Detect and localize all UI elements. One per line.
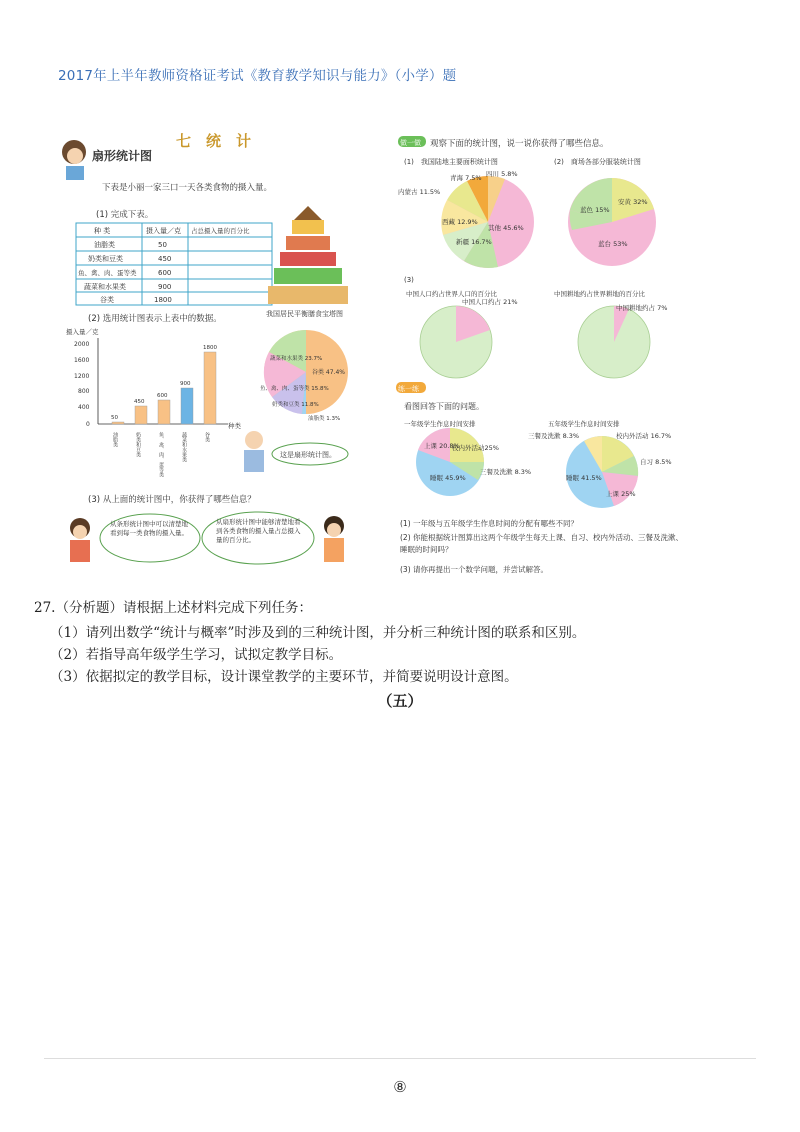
clothing-pie-chart	[568, 178, 656, 266]
bar-category-label: 谷类	[204, 432, 210, 442]
exercise-prompt: 看图回答下面的问题。	[404, 402, 484, 411]
bar-value-label: 450	[134, 399, 145, 405]
bar-value-label: 900	[180, 381, 191, 387]
table-header-type: 种 类	[94, 227, 111, 235]
table-cell: 900	[158, 283, 172, 291]
bar	[135, 406, 147, 424]
task2-text: (2) 选用统计图表示上表中的数据。	[88, 314, 222, 324]
bar-y-axis-label: 摄入量／克	[66, 328, 99, 336]
chart4-title: 一年级学生作息时间安排	[404, 420, 476, 428]
c2-label-3: 蓝台 53%	[598, 240, 628, 248]
bar-value-label: 600	[157, 393, 168, 399]
chapter-title: 七 统 计	[176, 132, 252, 150]
c3b-label: 中国耕地约占 7%	[616, 304, 668, 312]
bar-y-tick: 0	[86, 421, 90, 428]
food-pyramid-illustration	[268, 206, 348, 304]
pyramid-caption: 我国居民平衡膳食宝塔图	[266, 310, 343, 318]
question-27-item-3: （3）依据拟定的教学目标，设计课堂教学的主要环节，并简要说明设计意图。	[50, 669, 518, 685]
c5-label-selfstudy: 自习 8.5%	[640, 458, 672, 466]
c1-label-xinjiang: 新疆 16.7%	[456, 238, 492, 246]
bar-y-tick: 1200	[74, 373, 90, 380]
c4-label-meals: 三餐及洗漱 8.3%	[480, 468, 532, 476]
bar-value-label: 50	[111, 415, 118, 421]
panel-question-1: (1) 一年级与五年级学生作息时间的分配有哪些不同？	[400, 519, 579, 528]
food-intake-table	[76, 223, 272, 305]
bar	[112, 422, 124, 424]
bar-category-label: 鱼、禽、肉、蛋等类	[158, 432, 164, 477]
c1-label-xizang: 西藏 12.9%	[442, 218, 478, 226]
bar-y-tick: 1600	[74, 357, 90, 364]
c1-label-neimenggu: 内蒙古 11.5%	[398, 188, 441, 196]
bar-value-label: 1800	[203, 345, 217, 351]
question-27-intro: 27.（分析题）请根据上述材料完成下列任务：	[34, 600, 312, 616]
intake-pie-chart	[260, 330, 348, 422]
bar	[181, 388, 193, 424]
pie-label-oil: 油脂类 1.3%	[308, 416, 341, 422]
pie-label-veg: 蔬菜和水果类 23.7%	[270, 356, 323, 362]
table-header-intake: 摄入量／克	[146, 227, 181, 235]
boy-illustration	[70, 518, 90, 562]
chart1-title: (1) 我国陆地主要面积统计图	[404, 158, 498, 166]
speech-bubble-pie-chart: 从扇形统计图中能够清楚地看到各类食物的摄入量占总摄入量的百分比。	[216, 518, 301, 544]
table-cell: 600	[158, 269, 172, 277]
section-heading-five: （五）	[377, 692, 423, 710]
c2-label-1: 安黄 32%	[618, 198, 648, 206]
c5-label-sleep: 睡眠 41.5%	[566, 474, 602, 482]
pie-label-milk: 奶类和豆类 11.8%	[272, 402, 319, 408]
table-cell: 油脂类	[94, 241, 115, 249]
table-cell: 蔬菜和水果类	[84, 283, 126, 291]
footer-divider	[44, 1058, 756, 1059]
c5-label-class: 上课 25%	[606, 490, 636, 498]
intake-bar-chart	[66, 327, 242, 478]
chart2-title: (2) 商场各部分服装统计图	[554, 158, 641, 166]
panel-question-3: (3) 请你再提出一个数学问题，并尝试解答。	[400, 565, 549, 574]
grade5-schedule-pie-chart	[528, 431, 672, 508]
pie-label-grain: 谷类 47.4%	[312, 369, 345, 376]
intro-text: 下表是小丽一家三口一天各类食物的摄入量。	[102, 183, 273, 193]
c5-label-activity: 校内外活动 16.7%	[616, 432, 672, 440]
c1-label-other: 其他 45.6%	[488, 224, 524, 232]
chart5-title: 五年级学生作息时间安排	[548, 420, 620, 428]
table-header-percent: 占总摄入量的百分比	[191, 227, 250, 235]
question-27-item-2: （2）若指导高年级学生学习，试拟定教学目标。	[50, 647, 343, 663]
table-cell: 1800	[154, 296, 172, 304]
bar-category-label: 蔬菜和水果类	[181, 432, 187, 462]
grandpa-illustration	[244, 431, 264, 472]
bar	[158, 400, 170, 424]
population-pie-chart	[420, 297, 518, 378]
bar-category-label: 油脂类	[112, 432, 118, 447]
chart3-title: (3)	[404, 276, 414, 284]
exercise-tag: 练一练	[398, 385, 419, 393]
prompt-tag: 做一做	[400, 139, 421, 147]
page-number: ⑧	[393, 1078, 407, 1096]
table-cell: 450	[158, 255, 172, 263]
c4-label-activity: 校内外活动25%	[452, 444, 499, 452]
table-cell: 谷类	[100, 296, 114, 304]
table-cell: 50	[158, 241, 167, 249]
bar-x-axis-label: 种类	[228, 422, 241, 430]
grade1-schedule-pie-chart	[416, 428, 531, 496]
textbook-scan-image	[58, 120, 686, 582]
speech-bubble-bar-chart: 从条形统计图中可以清楚地看到每一类食物的摄入量。	[110, 520, 188, 537]
c3a-label: 中国人口约占 21%	[462, 298, 518, 306]
table-cell: 鱼、禽、肉、蛋等类	[78, 269, 137, 277]
prompt-text: 观察下面的统计图，说一说你获得了哪些信息。	[430, 139, 609, 149]
c4-label-sleep: 睡眠 45.9%	[430, 474, 466, 482]
panel-question-2: (2) 你能根据统计图算出这两个年级学生每天上课、自习、校内外活动、三餐及洗漱、睡眠的时间吗？	[400, 533, 684, 554]
bar	[204, 352, 216, 424]
c5-label-meals: 三餐及洗漱 8.3%	[528, 432, 580, 440]
c4-label-class: 上课 20.8%	[424, 442, 460, 450]
section-heading: 扇形统计图	[92, 149, 153, 163]
c1-label-qinghai: 青海 7.5%	[450, 174, 482, 182]
bar-y-tick: 800	[78, 388, 90, 395]
bar-y-tick: 2000	[74, 341, 90, 348]
chart3b-title: 中国耕地约占世界耕地的百分比	[554, 290, 645, 298]
c1-label-sichuan: 四川 5.8%	[486, 170, 518, 178]
task1-text: (1) 完成下表。	[96, 210, 154, 220]
bar-category-label: 奶类和豆类	[135, 432, 141, 457]
table-cell: 奶类和豆类	[88, 255, 123, 263]
c2-label-2: 蓝色 15%	[580, 206, 610, 214]
pie-label-meat: 鱼、禽、肉、蛋等类 15.8%	[260, 386, 329, 392]
land-area-pie-chart	[398, 169, 534, 268]
speech-bubble-pie: 这是扇形统计图。	[280, 451, 336, 459]
question-27-item-1: （1）请列出数学“统计与概率”时涉及到的三种统计图，并分析三种统计图的联系和区别。	[50, 625, 586, 641]
girl-illustration	[324, 516, 344, 562]
bar-y-tick: 400	[78, 404, 90, 411]
teacher-illustration	[62, 140, 86, 180]
task3-text: (3) 从上面的统计图中，你获得了哪些信息？	[88, 495, 256, 505]
farmland-pie-chart	[578, 303, 667, 378]
document-header-title: 2017年上半年教师资格证考试《教育教学知识与能力》（小学）题	[58, 68, 457, 84]
chart3a-title: 中国人口约占世界人口的百分比	[406, 290, 497, 298]
